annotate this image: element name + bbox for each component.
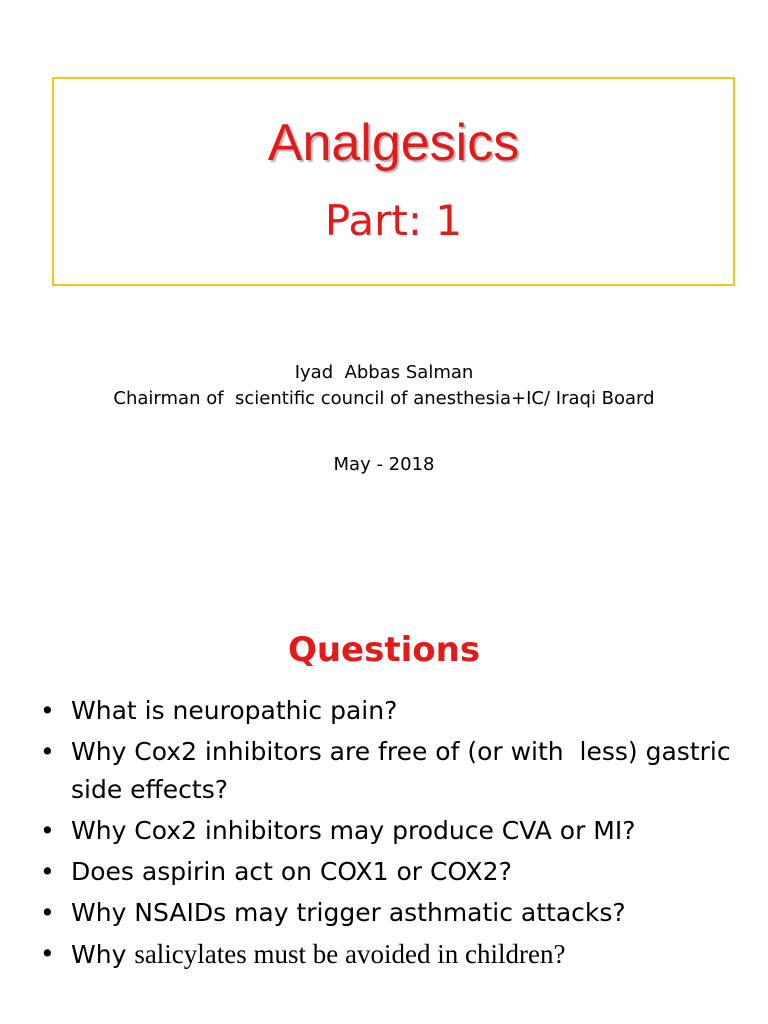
author-info [0, 360, 768, 412]
list-item [40, 853, 740, 891]
list-item [40, 812, 740, 850]
question-text: Why Cox2 inhibitors may produce CVA or MI? [71, 816, 636, 845]
question-text: What is neuropathic pain? [71, 696, 398, 725]
list-item [40, 935, 740, 974]
question-text: Why Cox2 inhibitors are free of (or with less) gastric side effects? [71, 737, 739, 804]
list-item [40, 733, 740, 809]
question-text: Why NSAIDs may trigger asthmatic attacks? [71, 898, 626, 927]
slide-subtitle: Part: 1 [324, 196, 463, 245]
presentation-date: May - 2018 [333, 454, 435, 475]
list-item [40, 894, 740, 932]
bullet-icon: • [40, 816, 55, 845]
question-list [40, 692, 740, 977]
question-text: salicylates must be avoided in children? [134, 939, 566, 969]
list-item [40, 692, 740, 730]
question-text: Does aspirin act on COX1 or COX2? [71, 857, 512, 886]
author-position: Chairman of scientific council of anesthesia+IC/ Iraqi Board [113, 388, 655, 409]
title-box [52, 77, 735, 286]
bullet-icon: • [40, 696, 55, 725]
slide-title: Analgesics [267, 114, 520, 172]
question-lead: Why [71, 940, 135, 969]
author-name: Iyad Abbas Salman [294, 362, 474, 383]
questions-heading: Questions [287, 630, 481, 670]
bullet-icon: • [40, 939, 55, 968]
bullet-icon: • [40, 737, 55, 766]
bullet-icon: • [40, 857, 55, 886]
bullet-icon: • [40, 898, 55, 927]
